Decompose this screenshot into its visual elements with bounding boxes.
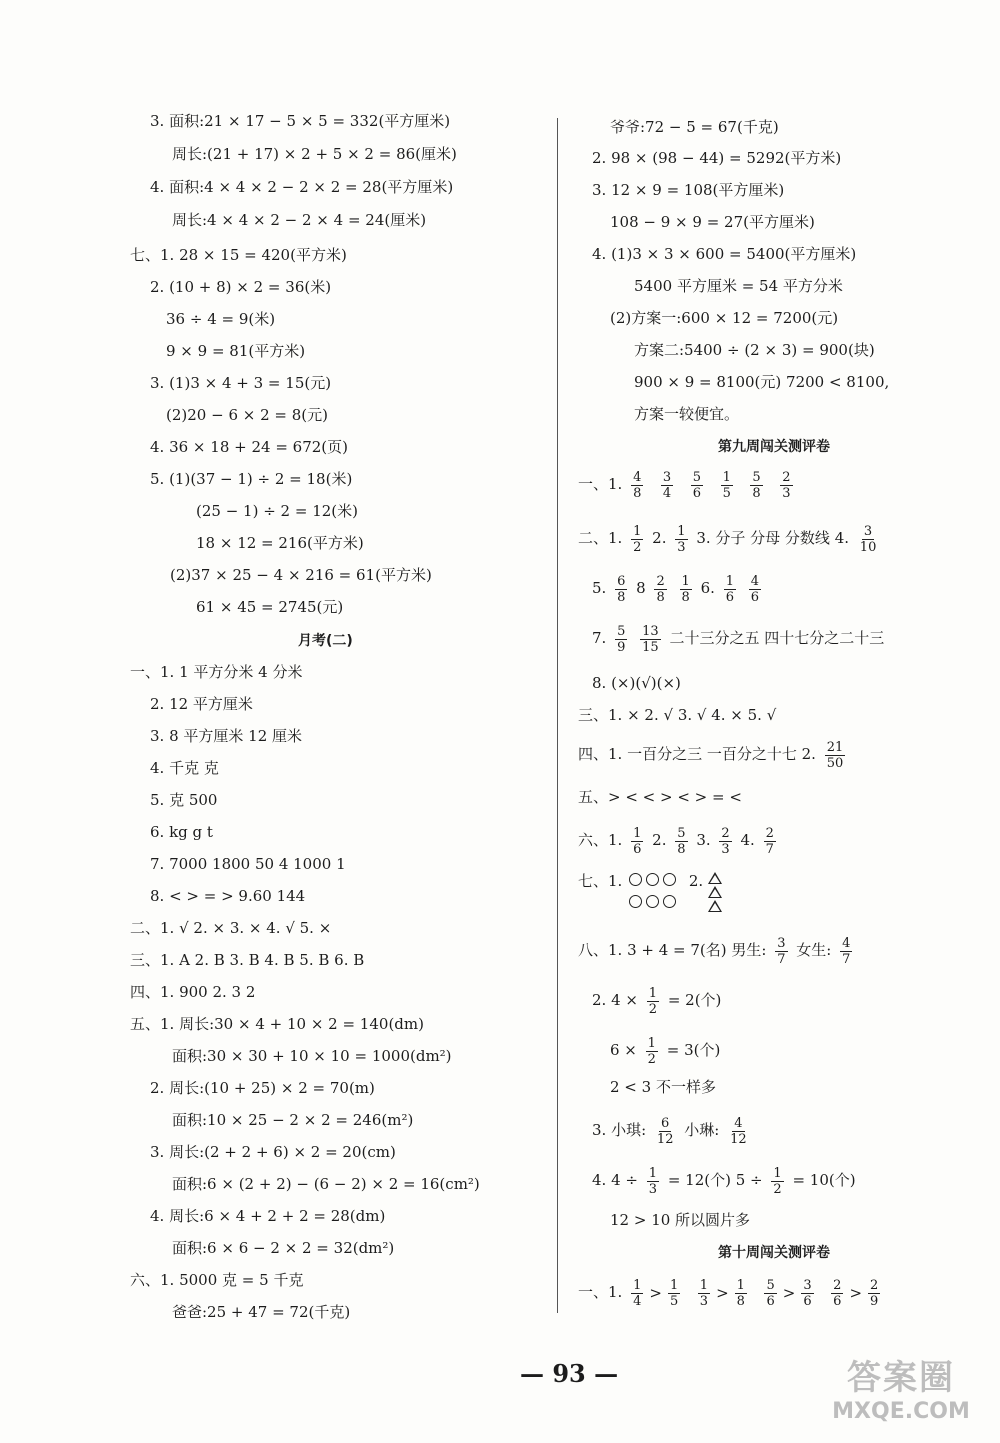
answer-text: 女生: bbox=[796, 941, 832, 959]
numerator: 2 bbox=[656, 573, 665, 589]
answer-line: 面积:10 × 25 − 2 × 2 = 246(m²) bbox=[172, 1111, 414, 1129]
question-number: 六、1. bbox=[578, 831, 623, 849]
answer-line bbox=[578, 466, 797, 502]
denominator: 2 bbox=[773, 1181, 782, 1197]
fraction bbox=[719, 826, 731, 857]
denominator: 50 bbox=[826, 755, 844, 771]
answer-text: = 10(个) bbox=[792, 1171, 856, 1189]
answer-line bbox=[592, 982, 721, 1018]
numerator: 1 bbox=[633, 523, 642, 539]
answer-line: 5. 克 500 bbox=[150, 791, 218, 809]
numerator: 1 bbox=[648, 1165, 658, 1181]
numerator: 5 bbox=[752, 469, 761, 485]
triangle-icon bbox=[708, 886, 722, 898]
numerator: 2 bbox=[870, 1277, 879, 1293]
answer-line bbox=[592, 620, 884, 656]
question-number: 二、1. bbox=[578, 529, 623, 547]
fraction bbox=[615, 624, 627, 655]
triangle-icon bbox=[708, 900, 722, 912]
numerator: 1 bbox=[736, 1277, 745, 1293]
question-number: 2. bbox=[652, 529, 667, 547]
fraction bbox=[750, 470, 762, 501]
section-title: 第九周闯关测评卷 bbox=[718, 439, 830, 455]
denominator: 4 bbox=[633, 1293, 642, 1309]
answer-line: 9 × 9 = 81(平方米) bbox=[166, 342, 306, 360]
answer-line: 61 × 45 = 2745(元) bbox=[196, 598, 344, 616]
fraction bbox=[675, 826, 687, 857]
answer-line: 一、1. 1 平方分米 4 分米 bbox=[130, 663, 303, 681]
question-number: 2. bbox=[652, 831, 667, 849]
question-number: 一、1. bbox=[578, 1283, 623, 1301]
denominator: 7 bbox=[777, 951, 786, 967]
denominator: 7 bbox=[842, 951, 851, 967]
fraction bbox=[631, 524, 643, 555]
denominator: 12 bbox=[656, 1131, 674, 1147]
denominator: 3 bbox=[721, 841, 730, 857]
answer-line: 周长:4 × 4 × 2 − 2 × 4 = 24(厘米) bbox=[172, 211, 427, 229]
answer-line: 108 − 9 × 9 = 27(平方厘米) bbox=[610, 213, 815, 231]
answer-text: 2. 4 × bbox=[592, 991, 638, 1009]
circle-icon bbox=[646, 895, 659, 908]
numerator: 5 bbox=[617, 623, 626, 639]
denominator: 8 bbox=[736, 1293, 745, 1309]
circles-figure bbox=[627, 870, 678, 914]
numerator: 1 bbox=[633, 825, 642, 841]
fraction bbox=[764, 826, 776, 857]
answer-line: 3. 周长:(2 + 2 + 6) × 2 = 20(cm) bbox=[150, 1143, 396, 1161]
circle-icon bbox=[629, 873, 642, 886]
circle-row bbox=[627, 872, 678, 890]
fraction bbox=[680, 574, 692, 605]
numerator: 6 bbox=[661, 1115, 670, 1131]
denominator: 4 bbox=[662, 485, 672, 501]
numerator: 6 bbox=[617, 573, 626, 589]
denominator: 9 bbox=[870, 1293, 879, 1309]
numerator: 2 bbox=[833, 1277, 842, 1293]
fraction bbox=[691, 470, 703, 501]
answer-line bbox=[578, 822, 780, 858]
fraction bbox=[825, 740, 846, 771]
fraction bbox=[728, 1116, 749, 1147]
numerator: 5 bbox=[677, 825, 686, 841]
denominator: 6 bbox=[833, 1293, 842, 1309]
fraction bbox=[801, 1278, 813, 1309]
question-number: 一、1. bbox=[578, 475, 623, 493]
section-title: 月考(二) bbox=[298, 633, 353, 649]
answer-line: 5400 平方厘米 = 54 平方分米 bbox=[634, 277, 843, 295]
denominator: 2 bbox=[633, 539, 642, 555]
denominator: 3 bbox=[699, 1293, 709, 1309]
fraction bbox=[831, 1278, 843, 1309]
circle-row bbox=[627, 894, 678, 912]
answer-line: (2)37 × 25 − 4 × 216 = 61(平方米) bbox=[170, 566, 432, 584]
answer-line: 五、1. 周长:30 × 4 + 10 × 2 = 140(dm) bbox=[130, 1015, 424, 1033]
answer-text: 4. 4 ÷ bbox=[592, 1171, 638, 1189]
answer-line: 爷爷:72 − 5 = 67(千克) bbox=[610, 118, 779, 136]
denominator: 3 bbox=[782, 485, 791, 501]
fraction bbox=[661, 470, 673, 501]
answer-text: 小琳: bbox=[684, 1121, 720, 1139]
fraction bbox=[698, 1278, 710, 1309]
denominator: 5 bbox=[669, 1293, 679, 1309]
answer-line: 8. (×)(√)(×) bbox=[592, 674, 681, 692]
denominator: 8 bbox=[656, 589, 665, 605]
denominator: 8 bbox=[677, 841, 686, 857]
numerator: 4 bbox=[842, 935, 851, 951]
fraction bbox=[721, 470, 733, 501]
question-number: 6. bbox=[700, 579, 715, 597]
answer-line bbox=[592, 1112, 753, 1148]
answer-line: 2. (10 + 8) × 2 = 36(米) bbox=[150, 278, 332, 296]
numerator: 4 bbox=[750, 573, 760, 589]
numerator: 5 bbox=[692, 469, 702, 485]
watermark-url: MXQE.COM bbox=[832, 1399, 970, 1424]
answer-line: (25 − 1) ÷ 2 = 12(米) bbox=[196, 502, 358, 520]
answer-line: 五、> < < > < > = < bbox=[578, 788, 742, 806]
numerator: 21 bbox=[826, 739, 844, 755]
answer-line: 2. 12 平方厘米 bbox=[150, 695, 253, 713]
denominator: 3 bbox=[677, 539, 686, 555]
denominator: 6 bbox=[803, 1293, 812, 1309]
answer-line: 4. (1)3 × 3 × 600 = 5400(平方厘米) bbox=[592, 245, 857, 263]
triangle-icon bbox=[708, 872, 722, 884]
answer-line bbox=[592, 1162, 856, 1198]
answer-line bbox=[578, 932, 856, 968]
answer-line: 6. kg g t bbox=[150, 823, 213, 841]
answer-line: 3. 面积:21 × 17 − 5 × 5 = 332(平方厘米) bbox=[150, 112, 451, 130]
answer-line: (2)20 − 6 × 2 = 8(元) bbox=[166, 406, 328, 424]
fraction bbox=[840, 936, 852, 967]
fraction bbox=[647, 986, 659, 1017]
fraction bbox=[780, 470, 792, 501]
fraction bbox=[668, 1278, 680, 1309]
numerator: 4 bbox=[734, 1115, 743, 1131]
answer-text: 二十三分之五 四十七分之二十三 bbox=[669, 629, 885, 647]
fraction bbox=[868, 1278, 880, 1309]
answer-line: 2 < 3 不一样多 bbox=[610, 1078, 716, 1096]
answer-line: 7. 7000 1800 50 4 1000 1 bbox=[150, 855, 346, 873]
question-number: 2. bbox=[688, 872, 704, 890]
numerator: 1 bbox=[648, 985, 658, 1001]
denominator: 6 bbox=[725, 589, 734, 605]
denominator: 9 bbox=[617, 639, 626, 655]
answer-line: 四、1. 900 2. 3 2 bbox=[130, 983, 256, 1001]
greater-than-sign: > bbox=[716, 1284, 729, 1302]
denominator: 6 bbox=[633, 841, 642, 857]
answer-line: 七、1. 28 × 15 = 420(平方米) bbox=[130, 246, 347, 264]
answer-line: 3. (1)3 × 4 + 3 = 15(元) bbox=[150, 374, 332, 392]
greater-than-sign: > bbox=[649, 1284, 662, 1302]
answer-text: 八、1. 3 + 4 = 7(名) 男生: bbox=[578, 941, 767, 959]
answer-line: (2)方案一:600 × 12 = 7200(元) bbox=[610, 309, 839, 327]
answer-line: 3. 8 平方厘米 12 厘米 bbox=[150, 727, 303, 745]
answer-text: 3. 小琪: bbox=[592, 1121, 647, 1139]
fraction bbox=[647, 1166, 659, 1197]
answer-line bbox=[578, 1274, 884, 1311]
denominator: 10 bbox=[859, 539, 877, 555]
answer-line: 方案二:5400 ÷ (2 × 3) = 900(块) bbox=[634, 341, 875, 359]
page-number: — 93 — bbox=[520, 1359, 619, 1388]
answer-line: 18 × 12 = 216(平方米) bbox=[196, 534, 364, 552]
triangles-figure bbox=[708, 872, 722, 912]
answer-line: 周长:(21 + 17) × 2 + 5 × 2 = 86(厘米) bbox=[172, 145, 457, 163]
answer-line: 六、1. 5000 克 = 5 千克 bbox=[130, 1271, 304, 1289]
answer-line: 4. 面积:4 × 4 × 2 − 2 × 2 = 28(平方厘米) bbox=[150, 178, 454, 196]
answer-line: 二、1. √ 2. × 3. × 4. √ 5. × bbox=[130, 919, 332, 937]
denominator: 6 bbox=[692, 485, 702, 501]
numerator: 1 bbox=[722, 469, 731, 485]
denominator: 7 bbox=[765, 841, 774, 857]
numerator: 1 bbox=[677, 523, 686, 539]
answer-line bbox=[578, 736, 849, 772]
numerator: 5 bbox=[766, 1277, 775, 1293]
fraction bbox=[735, 1278, 747, 1309]
answer-text: = 2(个) bbox=[667, 991, 722, 1009]
fraction bbox=[640, 624, 661, 655]
fraction bbox=[631, 826, 643, 857]
answer-line: 8. < > = > 9.60 144 bbox=[150, 887, 306, 905]
greater-than-sign: > bbox=[849, 1284, 863, 1302]
answer-text: 四、1. 一百分之三 一百分之十七 2. bbox=[578, 745, 816, 763]
numerator: 1 bbox=[669, 1277, 679, 1293]
answer-line: 爸爸:25 + 47 = 72(千克) bbox=[172, 1303, 351, 1321]
question-number: 3. bbox=[696, 831, 711, 849]
denominator: 6 bbox=[750, 589, 760, 605]
question-number: 七、1. bbox=[578, 872, 623, 890]
denominator: 2 bbox=[648, 1001, 658, 1017]
watermark-logo bbox=[826, 1350, 976, 1425]
denominator: 8 bbox=[752, 485, 761, 501]
question-number: 5. bbox=[592, 579, 607, 597]
question-number: 4. bbox=[740, 831, 755, 849]
circle-icon bbox=[629, 895, 642, 908]
fraction bbox=[749, 574, 761, 605]
answer-line bbox=[610, 1032, 720, 1068]
answer-line: 5. (1)(37 − 1) ÷ 2 = 18(米) bbox=[150, 470, 353, 488]
answer-line bbox=[592, 570, 765, 606]
answer-text: 8 bbox=[636, 579, 646, 597]
denominator: 8 bbox=[633, 485, 642, 501]
answer-line: 4. 千克 克 bbox=[150, 759, 219, 777]
numerator: 3 bbox=[777, 935, 786, 951]
fraction bbox=[615, 574, 627, 605]
denominator: 2 bbox=[647, 1051, 656, 1067]
fraction bbox=[764, 1278, 776, 1309]
answer-line: 2. 98 × (98 − 44) = 5292(平方米) bbox=[592, 149, 842, 167]
denominator: 15 bbox=[642, 639, 659, 655]
numerator: 2 bbox=[782, 469, 791, 485]
answer-line: 3. 12 × 9 = 108(平方厘米) bbox=[592, 181, 785, 199]
numerator: 3 bbox=[662, 469, 672, 485]
watermark-title: 答案圈 bbox=[847, 1358, 955, 1398]
fraction bbox=[654, 574, 666, 605]
greater-than-sign: > bbox=[782, 1284, 796, 1302]
numerator: 1 bbox=[725, 573, 734, 589]
answer-line: 36 ÷ 4 = 9(米) bbox=[166, 310, 276, 328]
fraction bbox=[655, 1116, 676, 1147]
fraction bbox=[775, 936, 787, 967]
denominator: 3 bbox=[648, 1181, 658, 1197]
answer-text: 3. 分子 分母 分数线 4. bbox=[696, 529, 850, 547]
answer-line: 2. 周长:(10 + 25) × 2 = 70(m) bbox=[150, 1079, 375, 1097]
fraction bbox=[646, 1036, 658, 1067]
denominator: 12 bbox=[730, 1131, 747, 1147]
circle-icon bbox=[663, 873, 676, 886]
fraction bbox=[724, 574, 736, 605]
numerator: 13 bbox=[642, 623, 659, 639]
answer-text: = 3(个) bbox=[666, 1041, 721, 1059]
numerator: 1 bbox=[681, 573, 690, 589]
answer-line bbox=[578, 870, 722, 914]
answer-line: 方案一较便宜。 bbox=[634, 405, 740, 423]
fraction bbox=[631, 1278, 643, 1309]
fraction bbox=[858, 524, 879, 555]
answer-text: = 12(个) 5 ÷ bbox=[667, 1171, 763, 1189]
fraction bbox=[631, 470, 643, 501]
denominator: 6 bbox=[766, 1293, 775, 1309]
numerator: 3 bbox=[863, 523, 873, 539]
numerator: 3 bbox=[803, 1277, 812, 1293]
answer-line: 4. 周长:6 × 4 + 2 + 2 = 28(dm) bbox=[150, 1207, 386, 1225]
answer-line: 4. 36 × 18 + 24 = 672(页) bbox=[150, 438, 348, 456]
answer-line: 面积:6 × (2 + 2) − (6 − 2) × 2 = 16(cm²) bbox=[172, 1175, 480, 1193]
answer-line: 面积:6 × 6 − 2 × 2 = 32(dm²) bbox=[172, 1239, 395, 1257]
answer-line bbox=[578, 520, 882, 556]
numerator: 2 bbox=[765, 825, 774, 841]
numerator: 2 bbox=[721, 825, 730, 841]
circle-icon bbox=[663, 895, 676, 908]
numerator: 1 bbox=[633, 1277, 642, 1293]
answer-line: 三、1. A 2. B 3. B 4. B 5. B 6. B bbox=[130, 951, 365, 969]
denominator: 5 bbox=[722, 485, 731, 501]
denominator: 8 bbox=[617, 589, 626, 605]
fraction bbox=[771, 1166, 783, 1197]
numerator: 1 bbox=[773, 1165, 782, 1181]
column-divider bbox=[557, 118, 558, 1313]
numerator: 1 bbox=[699, 1277, 709, 1293]
denominator: 8 bbox=[681, 589, 690, 605]
answer-text: 6 × bbox=[610, 1041, 637, 1059]
answer-line: 三、1. × 2. √ 3. √ 4. × 5. √ bbox=[578, 706, 777, 724]
numerator: 1 bbox=[647, 1035, 656, 1051]
answer-line: 900 × 9 = 8100(元) 7200 < 8100, bbox=[634, 373, 890, 391]
question-number: 7. bbox=[592, 629, 607, 647]
fraction bbox=[675, 524, 687, 555]
answer-line: 12 > 10 所以圆片多 bbox=[610, 1211, 751, 1229]
numerator: 4 bbox=[633, 469, 642, 485]
circle-icon bbox=[646, 873, 659, 886]
section-title: 第十周闯关测评卷 bbox=[718, 1245, 830, 1261]
answer-line: 面积:30 × 30 + 10 × 10 = 1000(dm²) bbox=[172, 1047, 452, 1065]
